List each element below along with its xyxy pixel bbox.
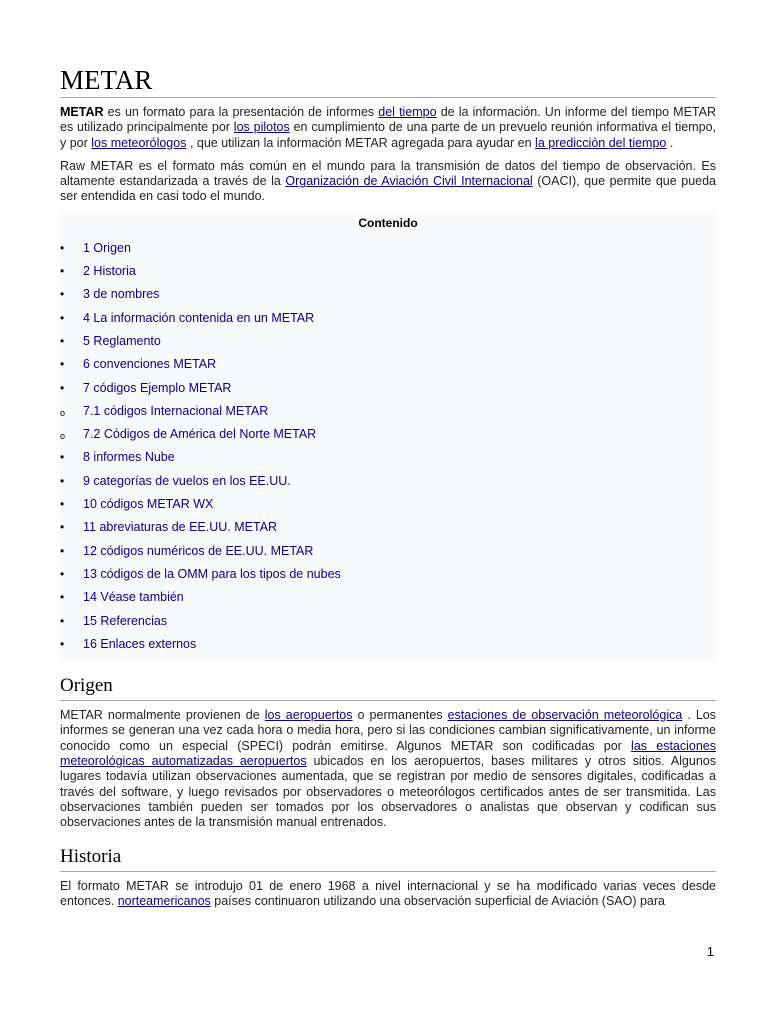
origen-paragraph — [60, 708, 716, 830]
toc-link-abreviaturas[interactable]: 11 abreviaturas de EE.UU. METAR — [83, 520, 278, 535]
page-number: 1 — [706, 944, 714, 959]
toc-item — [60, 357, 716, 380]
document-page — [60, 0, 716, 909]
page-title: METAR — [60, 0, 716, 98]
toc-item — [60, 590, 716, 613]
toc-link-codigos-america[interactable]: 7.2 Códigos de América del Norte METAR — [83, 427, 317, 442]
intro-text-5: . — [666, 135, 674, 150]
link-estaciones-observacion[interactable]: estaciones de observación meteorológica — [447, 708, 683, 723]
toc-link-informacion[interactable]: 4 La información contenida en un METAR — [83, 310, 315, 325]
toc-item — [60, 567, 716, 590]
sub-bullet-icon: o — [60, 431, 66, 442]
toc-list — [60, 241, 716, 660]
intro-paragraph — [60, 105, 716, 151]
toc-link-codigos-omm[interactable]: 13 códigos de la OMM para los tipos de nubes — [83, 566, 341, 581]
toc-link-informes-nube[interactable]: 8 informes Nube — [83, 450, 175, 465]
toc-link-enlaces-externos[interactable]: 16 Enlaces externos — [83, 636, 197, 651]
bullet-icon: • — [60, 357, 65, 372]
historia-paragraph — [60, 879, 716, 910]
toc-item — [60, 544, 716, 567]
toc-link-convenciones[interactable]: 6 convenciones METAR — [83, 357, 217, 372]
bullet-icon: • — [60, 264, 65, 279]
bullet-icon: • — [60, 473, 65, 488]
toc-item — [60, 614, 716, 637]
link-del-tiempo[interactable]: del tiempo — [378, 105, 437, 119]
bullet-icon: • — [60, 520, 65, 535]
bullet-icon: • — [60, 380, 65, 395]
sub-bullet-icon: o — [60, 407, 66, 418]
toc-link-reglamento[interactable]: 5 Reglamento — [83, 333, 161, 348]
toc-link-nombres[interactable]: 3 de nombres — [83, 287, 160, 302]
toc-title: Contenido — [358, 215, 418, 230]
toc-item — [60, 287, 716, 310]
link-los-pilotos[interactable]: los pilotos — [233, 120, 290, 135]
toc-item — [60, 474, 716, 497]
bullet-icon: • — [60, 450, 65, 465]
toc-link-codigos-numericos[interactable]: 12 códigos numéricos de EE.UU. METAR — [83, 543, 314, 558]
link-los-aeropuertos[interactable]: los aeropuertos — [264, 708, 353, 723]
toc-link-referencias[interactable]: 15 Referencias — [83, 613, 168, 628]
origen-text-3: . Los informes se generan una vez cada hora o media hora, pero si las condiciones cambian significativamente, un informe conocido como un especial (SPECI) podrán emitirse. Algunos METAR son codificadas por — [60, 708, 717, 753]
section-heading-origen: Origen — [60, 674, 716, 701]
bullet-icon: • — [60, 543, 65, 558]
toc-item — [60, 334, 716, 357]
bullet-icon: • — [60, 566, 65, 581]
toc-item — [60, 450, 716, 473]
toc-item — [60, 497, 716, 520]
toc-link-codigos-internacional[interactable]: 7.1 códigos Internacional METAR — [83, 403, 269, 418]
toc-subitem — [60, 404, 716, 427]
link-los-meteorologos[interactable]: los meteorólogos — [91, 135, 187, 150]
bullet-icon: • — [60, 613, 65, 628]
intro-paragraph-2 — [60, 159, 716, 205]
intro2-text-1: Raw METAR es el formato más común en el mundo para la transmisión de datos del tiempo de observación. Es altamente estandarizada a través de la — [60, 158, 716, 189]
toc-link-vease-tambien[interactable]: 14 Véase también — [83, 590, 184, 605]
toc-item — [60, 241, 716, 264]
section-heading-historia: Historia — [60, 845, 716, 872]
toc-item — [60, 520, 716, 543]
toc-item — [60, 381, 716, 404]
toc-link-codigos-ejemplo[interactable]: 7 códigos Ejemplo METAR — [83, 380, 232, 395]
bullet-icon: • — [60, 333, 65, 348]
toc-link-categorias-vuelos[interactable]: 9 categorías de vuelos en los EE.UU. — [83, 473, 291, 488]
toc-item — [60, 264, 716, 287]
origen-text-1: METAR normalmente provienen de — [60, 708, 265, 723]
toc-subitem — [60, 427, 716, 450]
bullet-icon: • — [60, 590, 65, 605]
toc-link-origen[interactable]: 1 Origen — [83, 240, 131, 255]
link-norteamericanos[interactable]: norteamericanos — [117, 893, 211, 908]
intro-text-2: de la información. Un informe del tiempo METAR es utilizado principalmente por — [60, 105, 716, 135]
bullet-icon: • — [60, 636, 65, 651]
intro-text-4: , que utilizan la información METAR agregada para ayudar en — [186, 135, 536, 150]
bullet-icon: • — [60, 240, 65, 255]
link-prediccion-del-tiempo[interactable]: la predicción del tiempo — [535, 135, 667, 150]
bullet-icon: • — [60, 310, 65, 325]
link-oaci[interactable]: Organización de Aviación Civil Internacional — [285, 174, 533, 189]
toc-item — [60, 311, 716, 334]
origen-text-4: ubicados en los aeropuertos, bases militares y otros sitios. Algunos lugares todavía utilizan observaciones aumentada, que se registran por medio de sensores digitales, codificadas a través del software, y luego revisados por observadores o meteorólogos certificados antes de ser transmitida. Las observaciones también pueden ser tomados por los observadores o analistas que observan y codifican sus observaciones antes de la transmisión manual entrenados. — [60, 754, 716, 830]
bullet-icon: • — [60, 287, 65, 302]
toc-link-historia[interactable]: 2 Historia — [83, 264, 136, 279]
intro-term: METAR — [60, 105, 104, 119]
intro2-text-2: (OACI), que permite que pueda ser entendida en casi todo el mundo. — [60, 174, 716, 204]
origen-text-2: o permanentes — [352, 708, 448, 723]
table-of-contents — [60, 214, 716, 661]
historia-text-2: países continuaron utilizando una observación superficial de Aviación (SAO) para — [210, 893, 666, 908]
historia-text-1: El formato METAR se introdujo 01 de enero 1968 a nivel internacional y se ha modificado varias veces desde entonces. — [60, 878, 716, 908]
intro-text-3: en cumplimiento de una parte de un prevuelo reunión informativa el tiempo, y por — [60, 120, 716, 150]
toc-item — [60, 637, 716, 660]
bullet-icon: • — [60, 497, 65, 512]
toc-link-codigos-wx[interactable]: 10 códigos METAR WX — [83, 497, 214, 512]
link-estaciones-automatizadas[interactable]: las estaciones meteorológicas automatizadas aeropuertos — [60, 738, 717, 769]
intro-text-1: es un formato para la presentación de informes — [103, 105, 379, 119]
